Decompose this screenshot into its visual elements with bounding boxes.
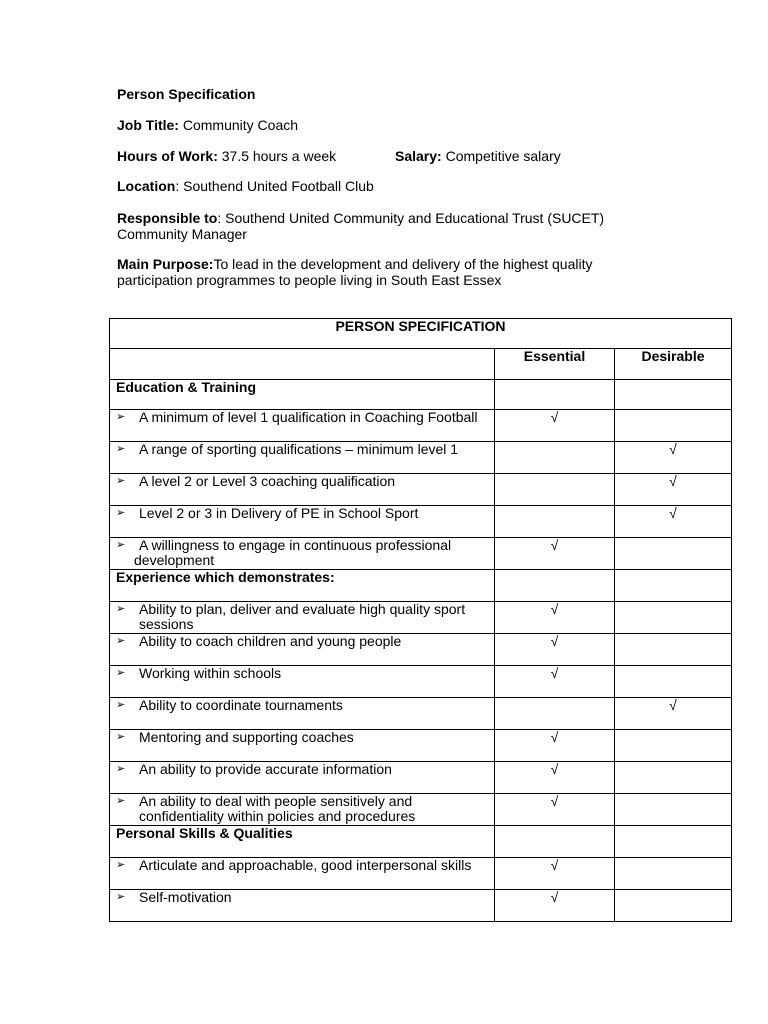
check-mark-icon: √ (550, 537, 559, 553)
table-row (110, 506, 732, 538)
desirable-cell (615, 666, 732, 698)
check-mark-icon: √ (669, 505, 677, 521)
essential-cell (495, 538, 615, 570)
arrow-bullet-icon: ➢ (116, 699, 126, 711)
requirement-cell (110, 762, 495, 794)
purpose-value: To lead in the development and delivery of the highest quality (213, 256, 593, 272)
requirement-cell (110, 858, 495, 890)
section-heading: Personal Skills & Qualities (110, 826, 495, 858)
requirement-text: Mentoring and supporting coaches (139, 729, 354, 745)
empty-cell (495, 570, 615, 602)
requirement-cell (110, 634, 495, 666)
arrow-bullet-icon: ➢ (116, 795, 126, 807)
check-mark-icon: √ (550, 729, 559, 745)
essential-cell (495, 602, 615, 634)
empty-cell (615, 570, 732, 602)
essential-header: Essential (495, 349, 615, 380)
check-mark-icon: √ (550, 761, 559, 777)
check-mark-icon: √ (669, 697, 677, 713)
table-title: PERSON SPECIFICATION (110, 319, 732, 349)
arrow-bullet-icon: ➢ (116, 603, 126, 615)
purpose-label: Main Purpose: (117, 256, 214, 272)
requirement-cell (110, 794, 495, 826)
arrow-bullet-icon: ➢ (116, 411, 126, 423)
arrow-bullet-icon: ➢ (116, 891, 126, 903)
essential-cell (495, 858, 615, 890)
person-spec-table (109, 318, 732, 922)
check-mark-icon: √ (550, 793, 559, 809)
table-row (110, 602, 732, 634)
table-row (110, 474, 732, 506)
requirement-cell (110, 602, 495, 634)
requirement-cell (110, 698, 495, 730)
location-label: Location (117, 178, 176, 194)
essential-cell (495, 762, 615, 794)
essential-cell (495, 698, 615, 730)
salary-line (395, 148, 715, 164)
check-mark-icon: √ (669, 473, 677, 489)
requirement-cell (110, 474, 495, 506)
desirable-cell (615, 474, 732, 506)
essential-cell (495, 506, 615, 538)
requirement-text: A willingness to engage in continuous professional development (134, 537, 452, 568)
location-line (117, 178, 717, 194)
table-row (110, 890, 732, 922)
requirement-cell (110, 890, 495, 922)
job-title-label: Job Title: (117, 117, 179, 133)
table-row (110, 634, 732, 666)
purpose-line (117, 256, 717, 272)
essential-cell (495, 794, 615, 826)
responsible-value: : Southend United Community and Educational Trust (SUCET) (217, 210, 605, 226)
job-title-value: Community Coach (178, 117, 299, 133)
doc-title: Person Specification (117, 86, 256, 102)
requirement-cell (110, 538, 495, 570)
requirement-text: A range of sporting qualifications – minimum level 1 (139, 441, 459, 457)
purpose-line-2: participation programmes to people living in South East Essex (117, 272, 502, 288)
check-mark-icon: √ (550, 601, 559, 617)
requirement-text: An ability to deal with people sensitively and confidentiality within policies and procedures (139, 793, 416, 824)
requirement-cell (110, 666, 495, 698)
arrow-bullet-icon: ➢ (116, 507, 126, 519)
table-title-row (110, 319, 732, 349)
requirement-cell (110, 410, 495, 442)
desirable-cell (615, 602, 732, 634)
table-row (110, 730, 732, 762)
requirement-text: An ability to provide accurate information (139, 761, 392, 777)
table-row (110, 538, 732, 570)
desirable-cell (615, 794, 732, 826)
check-mark-icon: √ (550, 665, 559, 681)
requirement-text: Ability to plan, deliver and evaluate high quality sport sessions (139, 601, 466, 632)
desirable-header: Desirable (615, 349, 732, 380)
arrow-bullet-icon: ➢ (116, 539, 126, 551)
requirement-cell (110, 730, 495, 762)
requirement-text: Working within schools (139, 665, 282, 681)
arrow-bullet-icon: ➢ (116, 635, 126, 647)
desirable-cell (615, 698, 732, 730)
empty-cell (615, 380, 732, 410)
requirement-text: Self-motivation (139, 889, 232, 905)
section-row (110, 826, 732, 858)
table-header-row (110, 349, 732, 380)
essential-cell (495, 890, 615, 922)
table-row (110, 794, 732, 826)
empty-cell (495, 380, 615, 410)
desirable-cell (615, 410, 732, 442)
desirable-cell (615, 890, 732, 922)
responsible-line (117, 210, 717, 226)
desirable-cell (615, 634, 732, 666)
empty-cell (615, 826, 732, 858)
requirement-text: Level 2 or 3 in Delivery of PE in School Sport (139, 505, 419, 521)
table-row (110, 698, 732, 730)
requirement-text: Articulate and approachable, good interpersonal skills (139, 857, 472, 873)
section-heading: Experience which demonstrates: (110, 570, 495, 602)
arrow-bullet-icon: ➢ (116, 667, 126, 679)
responsible-label: Responsible to (117, 210, 218, 226)
essential-cell (495, 442, 615, 474)
requirement-cell (110, 442, 495, 474)
requirement-text: Ability to coordinate tournaments (139, 697, 343, 713)
table-row (110, 666, 732, 698)
table-row (110, 858, 732, 890)
section-row (110, 570, 732, 602)
salary-value: Competitive salary (441, 148, 561, 164)
location-value: : Southend United Football Club (175, 178, 374, 194)
desirable-cell (615, 538, 732, 570)
section-heading: Education & Training (110, 380, 495, 410)
arrow-bullet-icon: ➢ (116, 443, 126, 455)
requirement-cell (110, 506, 495, 538)
table-row (110, 762, 732, 794)
arrow-bullet-icon: ➢ (116, 763, 126, 775)
check-mark-icon: √ (550, 857, 559, 873)
hours-label: Hours of Work: (117, 148, 218, 164)
check-mark-icon: √ (550, 633, 559, 649)
requirement-text: Ability to coach children and young people (139, 633, 402, 649)
empty-cell (495, 826, 615, 858)
table-row (110, 410, 732, 442)
salary-label: Salary: (395, 148, 442, 164)
check-mark-icon: √ (550, 409, 559, 425)
arrow-bullet-icon: ➢ (116, 859, 126, 871)
essential-cell (495, 666, 615, 698)
check-mark-icon: √ (550, 889, 559, 905)
arrow-bullet-icon: ➢ (116, 731, 126, 743)
section-row (110, 380, 732, 410)
requirement-text: A level 2 or Level 3 coaching qualification (139, 473, 396, 489)
responsible-line-2: Community Manager (117, 226, 247, 242)
requirement-text: A minimum of level 1 qualification in Coaching Football (139, 409, 478, 425)
essential-cell (495, 730, 615, 762)
desirable-cell (615, 506, 732, 538)
check-mark-icon: √ (669, 441, 677, 457)
blank-header-cell (110, 349, 495, 380)
essential-cell (495, 634, 615, 666)
desirable-cell (615, 858, 732, 890)
essential-cell (495, 410, 615, 442)
desirable-cell (615, 730, 732, 762)
desirable-cell (615, 762, 732, 794)
essential-cell (495, 474, 615, 506)
desirable-cell (615, 442, 732, 474)
arrow-bullet-icon: ➢ (116, 475, 126, 487)
table-row (110, 442, 732, 474)
hours-value: 37.5 hours a week (217, 148, 337, 164)
job-title-line (117, 117, 717, 133)
